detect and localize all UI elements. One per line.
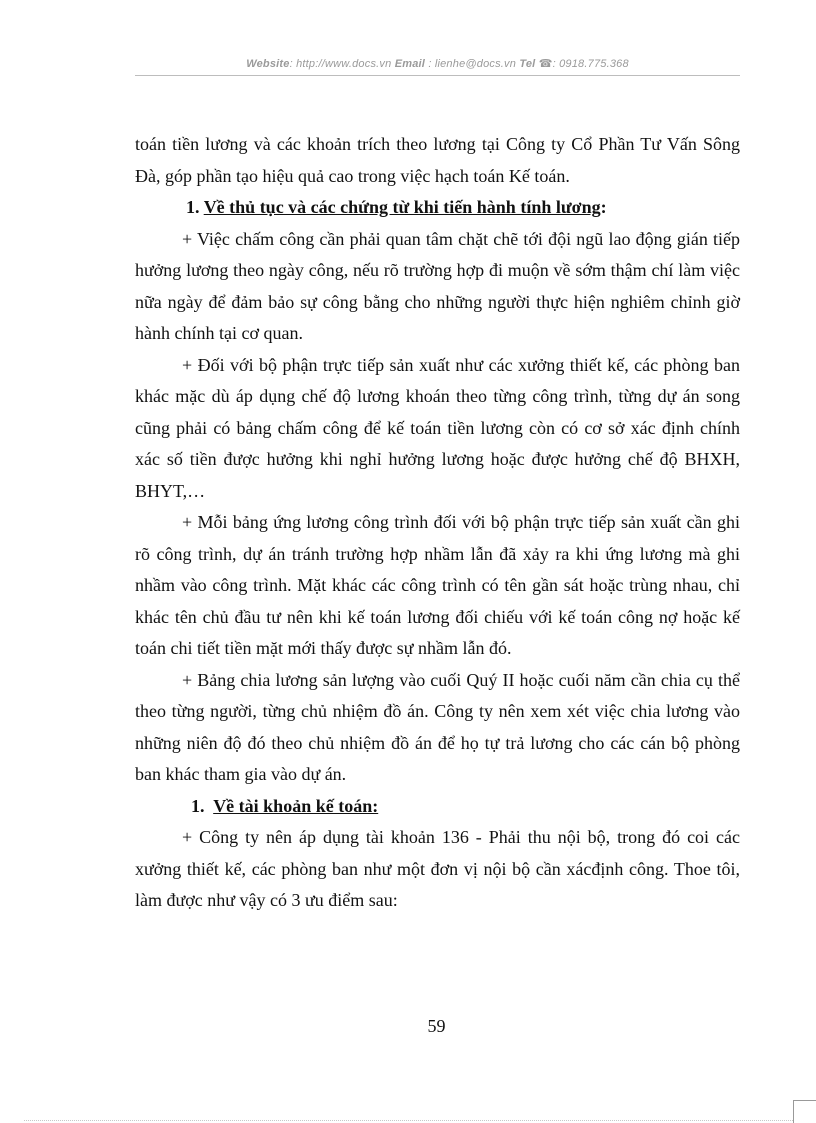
page-corner-mark-horizontal (793, 1100, 816, 1101)
paragraph-1: toán tiền lương và các khoản trích theo lương tại Công ty Cổ Phần Tư Vấn Sông Đà, góp phần tạo hiệu quả cao trong việc hạch toán Kế toán. (135, 134, 740, 186)
paragraph-3: + Đối với bộ phận trực tiếp sản xuất như các xưởng thiết kế, các phòng ban khác mặc dù áp dụng chế độ lương khoán theo từng công trình, từng dự án song cũng phải có bảng chấm công để kế toán tiền lương còn có cơ sở xác định chính xác số tiền được hưởng khi nghỉ hưởng lương hoặc được hưởng chế độ BHXH, BHYT,… (135, 354, 740, 501)
header-rule (135, 75, 740, 76)
website-label: Website (246, 58, 290, 70)
heading-1-text: Về thủ tục và các chứng từ khi tiến hành tính lương (203, 197, 601, 217)
document-body (135, 129, 740, 917)
section-heading-2 (135, 791, 740, 823)
heading-2-text: Về tài khoản kế toán: (213, 795, 379, 816)
section-heading-1 (135, 192, 740, 224)
email-label: Email (394, 58, 426, 70)
paragraph-6: + Công ty nên áp dụng tài khoản 136 - Phải thu nội bộ, trong đó coi các xưởng thiết kế, các phòng ban như một đơn vị nội bộ cần xácđịnh công. Thoe tôi, làm được như vậy có 3 ưu điểm sau: (135, 827, 740, 910)
heading-2-number: 1. (191, 795, 205, 816)
email-value: : lienhe@docs.vn (428, 58, 517, 70)
paragraph-4: + Mỗi bảng ứng lương công trình đối với bộ phận trực tiếp sản xuất cần ghi rõ công trình, dự án tránh trường hợp nhầm lẫn đã xảy ra khi ứng lương mà ghi nhầm vào công trình. Mặt khác các công trình có tên gần sát hoặc trùng nhau, chỉ khác tên chủ đầu tư nên khi kế toán lương đối chiếu với kế toán công nợ hoặc kế toán chi tiết tiền mặt mới thấy được sự nhầm lẫn đó. (135, 512, 740, 658)
heading-1-colon: : (600, 197, 607, 217)
page-header (135, 57, 740, 70)
tel-label: Tel (519, 58, 536, 70)
heading-1-number: 1. (186, 197, 200, 217)
website-value: : http://www.docs.vn (289, 58, 392, 70)
phone-icon: ☎ (538, 58, 553, 70)
page-corner-mark (793, 1100, 794, 1123)
page-bottom-dotted-rule (24, 1120, 793, 1121)
paragraph-5: + Bảng chia lương sản lượng vào cuối Quý II hoặc cuối năm cần chia cụ thể theo từng người, từng chủ nhiệm đồ án. Công ty nên xem xét việc chia lương vào những niên độ đó theo chủ nhiệm đồ án để họ tự trả lương cho các cán bộ phòng ban khác tham gia vào dự án. (135, 669, 740, 784)
paragraph-2: + Việc chấm công cần phải quan tâm chặt chẽ tới đội ngũ lao động gián tiếp hưởng lương theo ngày công, nếu rõ trường hợp đi muộn về sớm thậm chí làm việc nữa ngày để đảm bảo sự công bằng cho những người thực hiện nghiêm chỉnh giờ hành chính tại cơ quan. (135, 228, 740, 343)
page-number: 59 (427, 1016, 446, 1036)
tel-value: : 0918.775.368 (552, 58, 629, 70)
